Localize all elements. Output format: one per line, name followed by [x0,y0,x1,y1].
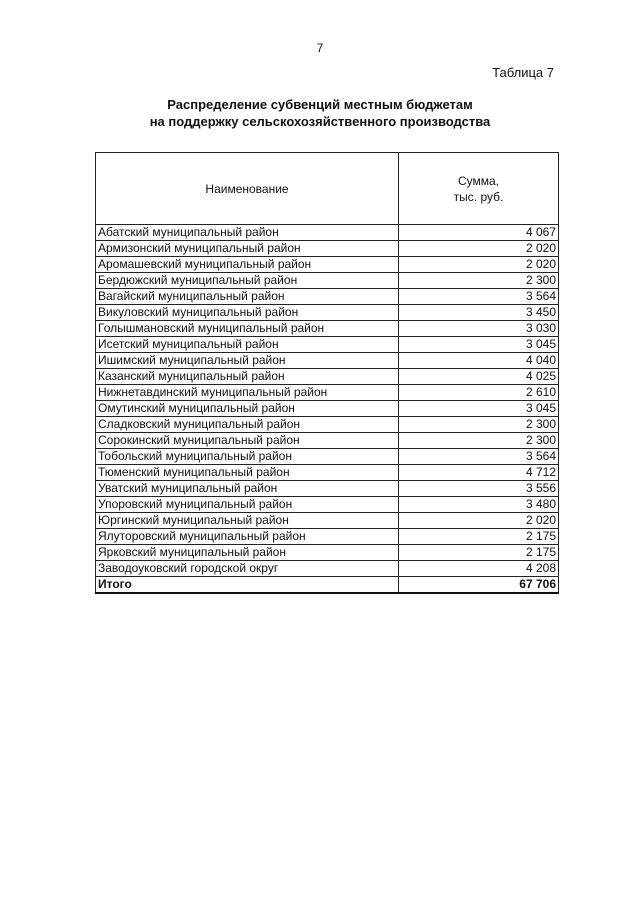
row-name: Итого [96,577,399,594]
row-name: Нижнетавдинский муниципальный район [96,385,399,401]
row-name: Заводоуковский городской округ [96,561,399,577]
row-name: Тюменский муниципальный район [96,465,399,481]
row-name: Аромашевский муниципальный район [96,257,399,273]
header-sum-line-1: Сумма, [457,173,500,188]
table-row [96,337,559,353]
table-row [96,561,559,577]
row-sum: 2 020 [399,257,559,273]
header-sum-line-2: тыс. руб. [453,189,504,204]
table-row [96,465,559,481]
table-row [96,225,559,241]
table-label: Таблица 7 [492,65,554,80]
row-name: Упоровский муниципальный район [96,497,399,513]
row-name: Бердюжский муниципальный район [96,273,399,289]
row-name: Казанский муниципальный район [96,369,399,385]
table-row [96,321,559,337]
row-sum: 4 040 [399,353,559,369]
row-name: Армизонский муниципальный район [96,241,399,257]
row-name: Абатский муниципальный район [96,225,399,241]
header-sum [399,153,559,225]
row-sum: 4 712 [399,465,559,481]
document-title [0,96,640,130]
table-row [96,481,559,497]
row-sum: 3 556 [399,481,559,497]
table-row [96,305,559,321]
table-row [96,529,559,545]
row-sum: 3 480 [399,497,559,513]
row-name: Тобольский муниципальный район [96,449,399,465]
row-name: Ялуторовский муниципальный район [96,529,399,545]
row-name: Голышмановский муниципальный район [96,321,399,337]
row-name: Сладковский муниципальный район [96,417,399,433]
row-sum: 3 045 [399,337,559,353]
row-name: Исетский муниципальный район [96,337,399,353]
row-name: Ярковский муниципальный район [96,545,399,561]
table-row [96,401,559,417]
row-sum: 3 564 [399,289,559,305]
row-sum: 3 045 [399,401,559,417]
row-sum: 67 706 [399,577,559,594]
row-sum: 2 610 [399,385,559,401]
table-row [96,369,559,385]
table-header-row [96,153,559,225]
row-sum: 4 025 [399,369,559,385]
table-row [96,417,559,433]
table-row [96,273,559,289]
row-sum: 2 300 [399,433,559,449]
subsidy-table [95,152,559,594]
row-sum: 3 030 [399,321,559,337]
title-line-1: Распределение субвенций местным бюджетам [167,97,473,112]
row-sum: 2 020 [399,241,559,257]
table-row [96,545,559,561]
row-sum: 2 300 [399,417,559,433]
table-row [96,257,559,273]
table-row [96,433,559,449]
table-row [96,449,559,465]
row-sum: 3 450 [399,305,559,321]
row-name: Викуловский муниципальный район [96,305,399,321]
row-sum: 2 300 [399,273,559,289]
row-name: Юргинский муниципальный район [96,513,399,529]
table-row [96,241,559,257]
table-row [96,385,559,401]
header-name: Наименование [96,153,399,225]
title-line-2: на поддержку сельскохозяйственного производства [149,114,491,129]
row-sum: 4 067 [399,225,559,241]
page-number: 7 [316,41,324,55]
table-row [96,353,559,369]
table-total-row [96,577,559,594]
table-row [96,513,559,529]
table-row [96,497,559,513]
row-name: Уватский муниципальный район [96,481,399,497]
row-sum: 3 564 [399,449,559,465]
table-row [96,289,559,305]
row-name: Ишимский муниципальный район [96,353,399,369]
row-sum: 2 175 [399,529,559,545]
row-sum: 2 175 [399,545,559,561]
row-name: Вагайский муниципальный район [96,289,399,305]
row-sum: 2 020 [399,513,559,529]
table-body [96,225,559,594]
row-name: Омутинский муниципальный район [96,401,399,417]
row-sum: 4 208 [399,561,559,577]
row-name: Сорокинский муниципальный район [96,433,399,449]
